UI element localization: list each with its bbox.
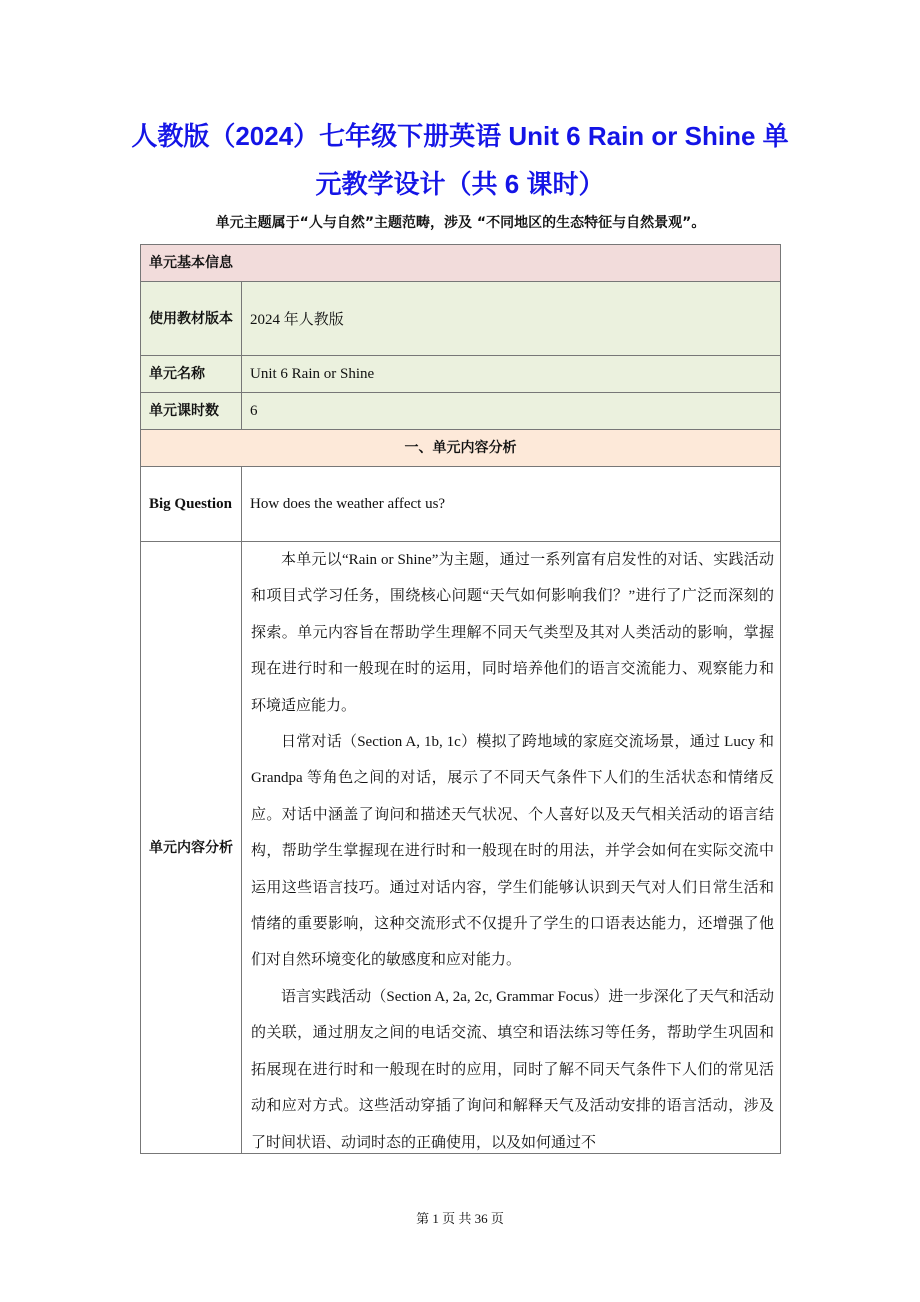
unit-design-table <box>140 244 781 1154</box>
basic-info-header: 单元基本信息 <box>141 245 781 282</box>
row-value: 6 <box>242 393 781 430</box>
row-label: 单元课时数 <box>141 393 242 430</box>
table-row <box>141 393 781 430</box>
analysis-content <box>242 542 781 1154</box>
analysis-paragraph: 日常对话（Section A, 1b, 1c）模拟了跨地域的家庭交流场景，通过 Lucy 和 Grandpa 等角色之间的对话，展示了不同天气条件下人们的生活状态和情绪反应。对话中涵盖了询问和描述天气状况、个人喜好以及天气相关活动的语言结构，帮助学生掌握现在进行时和一般现在时的用法，并学会如何在实际交流中运用这些语言技巧。通过对话内容，学生们能够认识到天气对人们日常生活和情绪的重要影响，这种交流形式不仅提升了学生的口语表达能力，还增强了他们对自然环境变化的敏感度和应对能力。 <box>251 734 774 969</box>
big-question-row <box>141 467 781 542</box>
page-number: 第 1 页 共 36 页 <box>416 1211 504 1226</box>
document-title: 人教版（2024）七年级下册英语 Unit 6 Rain or Shine 单元教学设计（共 6 课时） <box>131 121 789 199</box>
analysis-paragraph: 语言实践活动（Section A, 2a, 2c, Grammar Focus）进一步深化了天气和活动的关联，通过朋友之间的电话交流、填空和语法练习等任务，帮助学生巩固和拓展现在进行时和一般现在时的应用，同时了解不同天气条件下人们的常见活动和应对方式。这些活动穿插了询问和解释天气及活动安排的语言活动，涉及了时间状语、动词时态的正确使用，以及如何通过不 <box>251 988 774 1151</box>
analysis-row <box>141 542 781 1154</box>
big-question-value: How does the weather affect us? <box>242 467 781 542</box>
analysis-paragraph: 本单元以“Rain or Shine”为主题，通过一系列富有启发性的对话、实践活动和项目式学习任务，围绕核心问题“天气如何影响我们？”进行了广泛而深刻的探索。单元内容旨在帮助学生理解不同天气类型及其对人类活动的影响，掌握现在进行时和一般现在时的运用，同时培养他们的语言交流能力、观察能力和环境适应能力。 <box>251 552 774 714</box>
unit-theme-statement: 单元主题属于“人与自然”主题范畴，涉及 “不同地区的生态特征与自然景观”。 <box>215 215 706 231</box>
section-header: 一、单元内容分析 <box>141 430 781 467</box>
table-row <box>141 356 781 393</box>
section-header-row <box>141 430 781 467</box>
table-row <box>141 282 781 356</box>
row-label: 使用教材版本 <box>141 282 242 356</box>
big-question-label: Big Question <box>141 467 242 542</box>
row-value: Unit 6 Rain or Shine <box>242 356 781 393</box>
row-label: 单元名称 <box>141 356 242 393</box>
basic-info-header-row <box>141 245 781 282</box>
analysis-label: 单元内容分析 <box>141 542 242 1154</box>
row-value: 2024 年人教版 <box>242 282 781 356</box>
